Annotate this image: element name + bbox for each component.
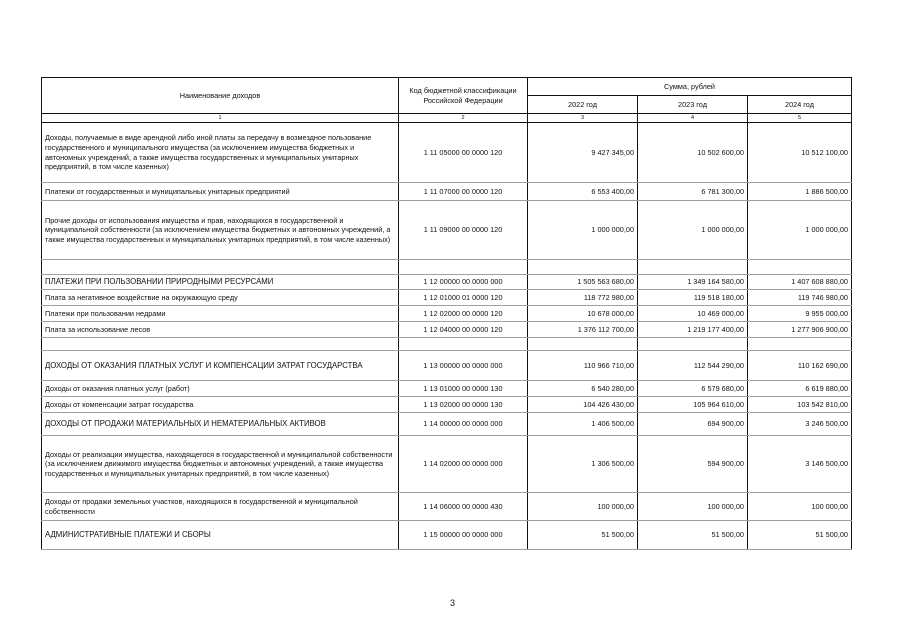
table-row <box>42 275 852 290</box>
header-income-name: Наименование доходов <box>42 78 399 114</box>
table-row <box>42 436 852 493</box>
income-name-cell <box>42 338 399 351</box>
amount-2022-cell: 1 406 500,00 <box>528 413 638 436</box>
amount-2023-cell: 6 781 300,00 <box>638 183 748 201</box>
budget-code-cell: 1 13 02000 00 0000 130 <box>399 397 528 413</box>
amount-2022-cell: 104 426 430,00 <box>528 397 638 413</box>
header-year-2024: 2024 год <box>748 96 852 114</box>
amount-2022-cell: 1 306 500,00 <box>528 436 638 493</box>
column-number: 4 <box>638 114 748 123</box>
column-number: 3 <box>528 114 638 123</box>
budget-code-cell: 1 14 02000 00 0000 000 <box>399 436 528 493</box>
spacer-row <box>42 260 852 275</box>
table-row <box>42 306 852 322</box>
amount-2022-cell: 100 000,00 <box>528 493 638 521</box>
table-row <box>42 397 852 413</box>
budget-code-cell: 1 12 02000 00 0000 120 <box>399 306 528 322</box>
amount-2023-cell: 694 900,00 <box>638 413 748 436</box>
amount-2022-cell: 6 553 400,00 <box>528 183 638 201</box>
budget-code-cell: 1 11 05000 00 0000 120 <box>399 123 528 183</box>
income-name-cell: ДОХОДЫ ОТ ПРОДАЖИ МАТЕРИАЛЬНЫХ И НЕМАТЕРИАЛЬНЫХ АКТИВОВ <box>42 413 399 436</box>
amount-2022-cell: 9 427 345,00 <box>528 123 638 183</box>
amount-2024-cell: 100 000,00 <box>748 493 852 521</box>
amount-2022-cell: 118 772 980,00 <box>528 290 638 306</box>
amount-2024-cell <box>748 338 852 351</box>
table-row <box>42 322 852 338</box>
amount-2024-cell: 1 886 500,00 <box>748 183 852 201</box>
spacer-row <box>42 338 852 351</box>
amount-2023-cell: 1 000 000,00 <box>638 201 748 260</box>
table-row <box>42 123 852 183</box>
amount-2024-cell: 110 162 690,00 <box>748 351 852 381</box>
amount-2023-cell: 6 579 680,00 <box>638 381 748 397</box>
income-name-cell: Платежи при пользовании недрами <box>42 306 399 322</box>
budget-code-cell: 1 14 06000 00 0000 430 <box>399 493 528 521</box>
amount-2022-cell: 110 966 710,00 <box>528 351 638 381</box>
amount-2022-cell: 1 376 112 700,00 <box>528 322 638 338</box>
amount-2023-cell <box>638 338 748 351</box>
table-row <box>42 413 852 436</box>
budget-code-cell: 1 11 07000 00 0000 120 <box>399 183 528 201</box>
table-header <box>42 78 852 123</box>
header-year-2022: 2022 год <box>528 96 638 114</box>
amount-2022-cell <box>528 338 638 351</box>
amount-2022-cell: 51 500,00 <box>528 521 638 550</box>
amount-2022-cell: 1 000 000,00 <box>528 201 638 260</box>
table-row <box>42 521 852 550</box>
income-name-cell: ПЛАТЕЖИ ПРИ ПОЛЬЗОВАНИИ ПРИРОДНЫМИ РЕСУРСАМИ <box>42 275 399 290</box>
amount-2024-cell: 3 246 500,00 <box>748 413 852 436</box>
income-name-cell <box>42 260 399 275</box>
amount-2023-cell: 10 502 600,00 <box>638 123 748 183</box>
amount-2024-cell: 9 955 000,00 <box>748 306 852 322</box>
income-name-cell: Прочие доходы от использования имущества и прав, находящихся в государственной и муниципальной собственности (за исключением имущества бюджетных и автономных учреждений, а также имущества государственных и муниципальных унитарных предприятий, в том числе казенных) <box>42 201 399 260</box>
income-name-cell: Доходы, получаемые в виде арендной либо иной платы за передачу в возмездное пользование государственного и муниципального имущества (за исключением имущества бюджетных и автономных учреждений, а также имущества государственных и муниципальных унитарных предприятий, в том числе казенных) <box>42 123 399 183</box>
amount-2023-cell: 119 518 180,00 <box>638 290 748 306</box>
table-row <box>42 290 852 306</box>
revenue-table <box>41 77 852 550</box>
amount-2023-cell: 1 219 177 400,00 <box>638 322 748 338</box>
amount-2022-cell: 1 505 563 680,00 <box>528 275 638 290</box>
amount-2023-cell: 100 000,00 <box>638 493 748 521</box>
table-row <box>42 201 852 260</box>
amount-2024-cell: 119 746 980,00 <box>748 290 852 306</box>
amount-2023-cell: 594 900,00 <box>638 436 748 493</box>
amount-2023-cell: 10 469 000,00 <box>638 306 748 322</box>
amount-2024-cell: 1 407 608 880,00 <box>748 275 852 290</box>
budget-code-cell: 1 13 01000 00 0000 130 <box>399 381 528 397</box>
budget-code-cell: 1 12 00000 00 0000 000 <box>399 275 528 290</box>
amount-2024-cell: 51 500,00 <box>748 521 852 550</box>
budget-code-cell: 1 11 09000 00 0000 120 <box>399 201 528 260</box>
table-row <box>42 183 852 201</box>
header-year-2023: 2023 год <box>638 96 748 114</box>
income-name-cell: Доходы от оказания платных услуг (работ) <box>42 381 399 397</box>
income-name-cell: АДМИНИСТРАТИВНЫЕ ПЛАТЕЖИ И СБОРЫ <box>42 521 399 550</box>
column-number: 2 <box>399 114 528 123</box>
amount-2024-cell <box>748 260 852 275</box>
income-name-cell: Доходы от реализации имущества, находящегося в государственной и муниципальной собственности (за исключением движимого имущества бюджетных и автономных учреждений, а также имущества государственных и муниципальных унитарных предприятий, в том числе казенных) <box>42 436 399 493</box>
budget-code-cell: 1 12 04000 00 0000 120 <box>399 322 528 338</box>
table-row <box>42 381 852 397</box>
amount-2024-cell: 6 619 880,00 <box>748 381 852 397</box>
budget-code-cell: 1 15 00000 00 0000 000 <box>399 521 528 550</box>
budget-code-cell <box>399 260 528 275</box>
table-row <box>42 493 852 521</box>
column-number-row <box>42 114 852 123</box>
income-name-cell: Доходы от компенсации затрат государства <box>42 397 399 413</box>
budget-code-cell: 1 13 00000 00 0000 000 <box>399 351 528 381</box>
amount-2023-cell <box>638 260 748 275</box>
amount-2023-cell: 1 349 164 580,00 <box>638 275 748 290</box>
income-name-cell: Платежи от государственных и муниципальных унитарных предприятий <box>42 183 399 201</box>
table-row <box>42 351 852 381</box>
table-body <box>42 123 852 550</box>
income-name-cell: Доходы от продажи земельных участков, находящихся в государственной и муниципальной собственности <box>42 493 399 521</box>
budget-code-cell: 1 12 01000 01 0000 120 <box>399 290 528 306</box>
budget-code-cell <box>399 338 528 351</box>
income-name-cell: Плата за использование лесов <box>42 322 399 338</box>
amount-2024-cell: 10 512 100,00 <box>748 123 852 183</box>
income-name-cell: ДОХОДЫ ОТ ОКАЗАНИЯ ПЛАТНЫХ УСЛУГ И КОМПЕНСАЦИИ ЗАТРАТ ГОСУДАРСТВА <box>42 351 399 381</box>
amount-2022-cell <box>528 260 638 275</box>
header-budget-code: Код бюджетной классификации Российской Федерации <box>399 78 528 114</box>
amount-2024-cell: 103 542 810,00 <box>748 397 852 413</box>
header-sum-rubles: Сумма, рублей <box>528 78 852 96</box>
amount-2022-cell: 10 678 000,00 <box>528 306 638 322</box>
amount-2023-cell: 51 500,00 <box>638 521 748 550</box>
column-number: 5 <box>748 114 852 123</box>
income-name-cell: Плата за негативное воздействие на окружающую среду <box>42 290 399 306</box>
page-number: 3 <box>449 598 455 608</box>
amount-2024-cell: 3 146 500,00 <box>748 436 852 493</box>
amount-2024-cell: 1 000 000,00 <box>748 201 852 260</box>
amount-2022-cell: 6 540 280,00 <box>528 381 638 397</box>
column-number: 1 <box>42 114 399 123</box>
amount-2023-cell: 112 544 290,00 <box>638 351 748 381</box>
amount-2023-cell: 105 964 610,00 <box>638 397 748 413</box>
amount-2024-cell: 1 277 906 900,00 <box>748 322 852 338</box>
budget-code-cell: 1 14 00000 00 0000 000 <box>399 413 528 436</box>
